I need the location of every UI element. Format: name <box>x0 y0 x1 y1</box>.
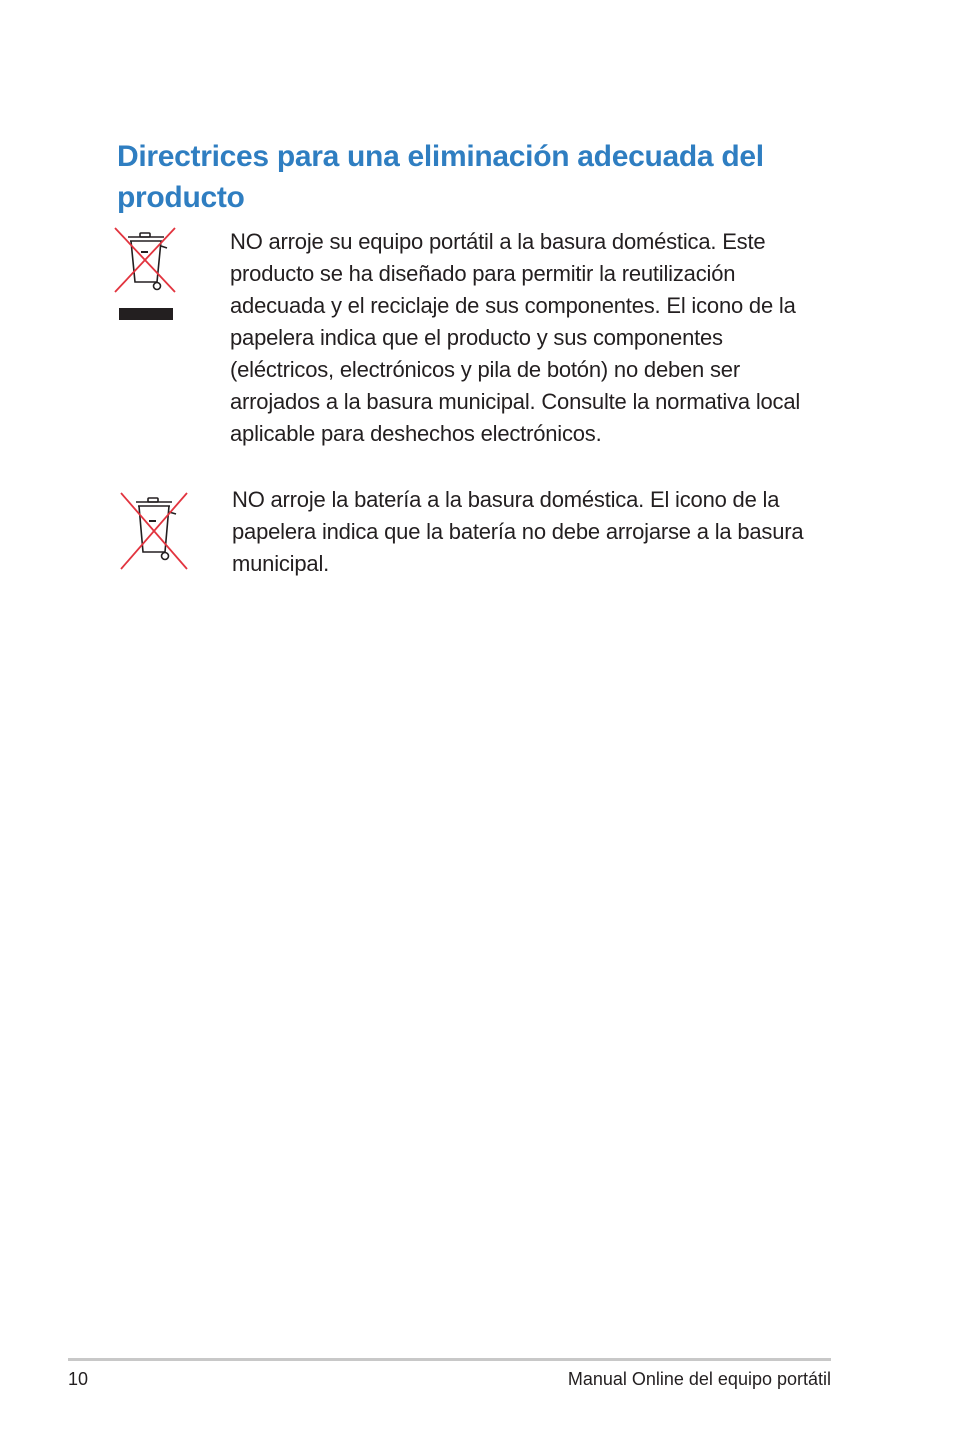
page-title: Directrices para una eliminación adecuada del producto <box>117 140 764 215</box>
footer-document-title: Manual Online del equipo portátil <box>567 1369 831 1389</box>
page-number: 10 <box>68 1369 89 1389</box>
footer-divider <box>68 1358 831 1361</box>
product-disposal-text: NO arroje su equipo portátil a la basura doméstica. Este producto se ha diseñado para permitir la reutilización adecuada y el reciclaje de sus componentes. El icono de la papelera indica que el producto y sus componentes (eléctricos, electrónicos y pila de botón) no deben ser arrojados a la basura municipal. Consulte la normativa local aplicable para deshechos electrónicos. <box>230 229 801 446</box>
crossed-out-wheelie-bin-with-bar-icon <box>113 226 177 322</box>
battery-disposal-text: NO arroje la batería a la basura doméstica. El icono de la papelera indica que la batería no debe arrojarse a la basura municipal. <box>232 487 804 576</box>
crossed-out-wheelie-bin-icon <box>118 490 190 572</box>
